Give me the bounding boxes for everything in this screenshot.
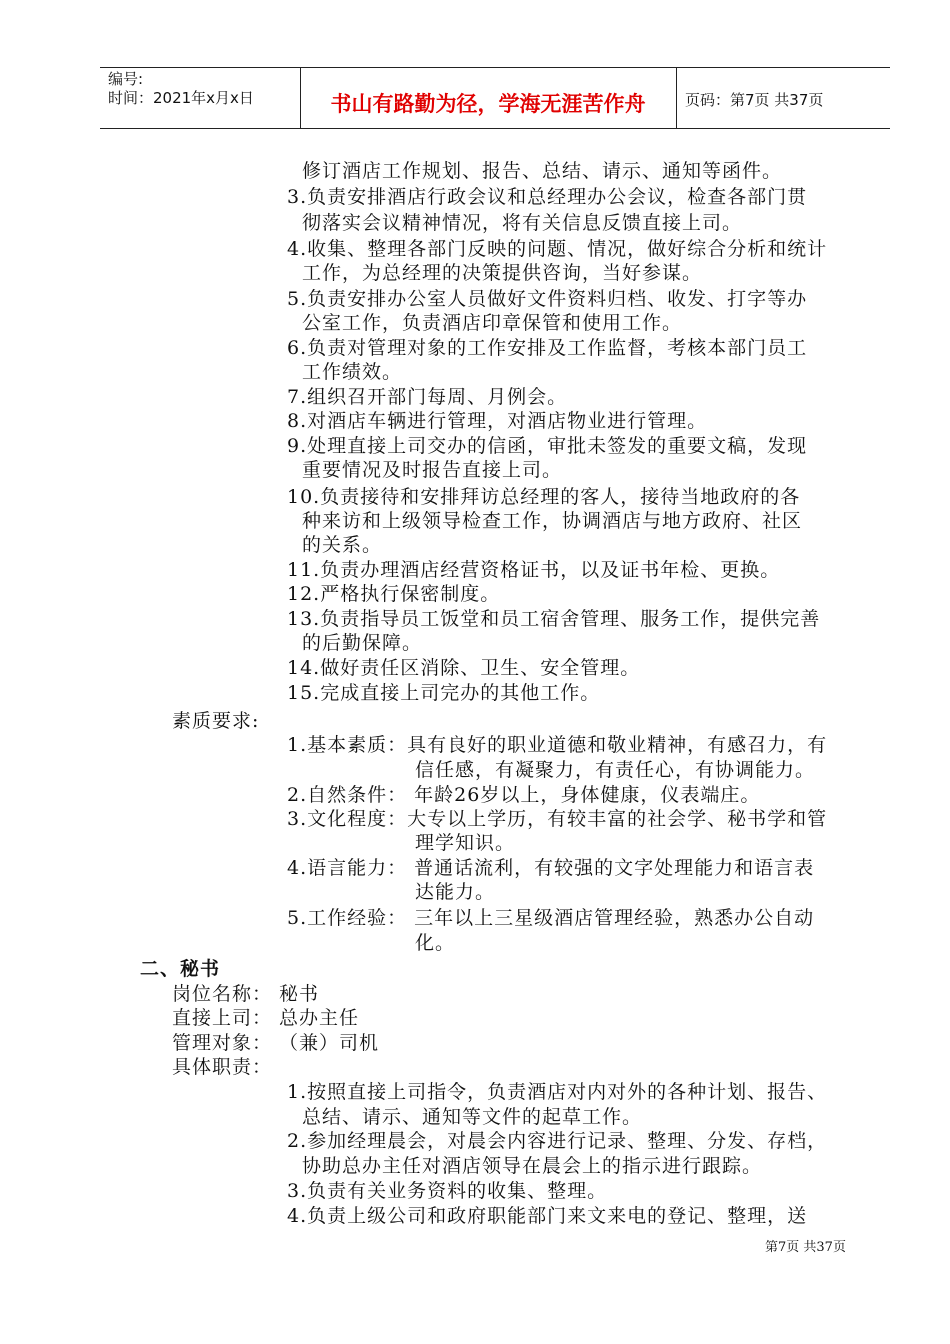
- header-divider: [300, 67, 301, 128]
- header-bottom-rule: [100, 128, 890, 129]
- header-divider: [676, 67, 677, 128]
- duty-line: 工作绩效。: [302, 361, 403, 383]
- document-number-label: 编号:: [108, 70, 144, 88]
- duty-line: 13.负责指导员工饭堂和员工宿舍管理、服务工作，提供完善: [287, 608, 821, 630]
- quality-line: 理学知识。: [415, 832, 516, 854]
- duty-line: 修订酒店工作规划、报告、总结、请示、通知等函件。: [302, 160, 783, 182]
- duty-line: 2.参加经理晨会，对晨会内容进行记录、整理、分发、存档，: [287, 1130, 828, 1152]
- duty-line: 4.收集、整理各部门反映的问题、情况，做好综合分析和统计: [287, 238, 828, 260]
- quality-line: 5.工作经验： 三年以上三星级酒店管理经验，熟悉办公自动: [287, 907, 815, 929]
- quality-line: 化。: [415, 932, 456, 954]
- duty-line: 6.负责对管理对象的工作安排及工作监督，考核本部门员工: [287, 337, 808, 359]
- duty-line: 7.组织召开部门每周、月例会。: [287, 386, 568, 408]
- header-meta: [108, 70, 254, 108]
- page-footer: 第7页 共37页: [765, 1240, 846, 1255]
- duty-line: 9.处理直接上司交办的信函，审批未签发的重要文稿，发现: [287, 435, 808, 457]
- duty-line: 工作，为总经理的决策提供咨询，当好参谋。: [302, 262, 703, 284]
- quality-line: 1.基本素质：具有良好的职业道德和敬业精神，有感召力，有: [287, 734, 828, 756]
- duty-line: 11.负责办理酒店经营资格证书，以及证书年检、更换。: [287, 559, 781, 581]
- duty-line: 的后勤保障。: [302, 632, 423, 654]
- document-time: 时间：2021年x月x日: [108, 89, 254, 107]
- duty-line: 重要情况及时报告直接上司。: [302, 459, 563, 481]
- field-line: 岗位名称： 秘书: [172, 983, 320, 1005]
- quality-line: 达能力。: [415, 881, 496, 903]
- duty-line: 种来访和上级领导检查工作，协调酒店与地方政府、社区: [302, 510, 803, 532]
- duty-line: 协助总办主任对酒店领导在晨会上的指示进行跟踪。: [302, 1155, 763, 1177]
- field-line: 管理对象： （兼）司机: [172, 1032, 380, 1054]
- quality-line: 信任感，有凝聚力，有责任心，有协调能力。: [415, 759, 816, 781]
- quality-line: 3.文化程度：大专以上学历，有较丰富的社会学、秘书学和管: [287, 808, 828, 830]
- duty-line: 15.完成直接上司完办的其他工作。: [287, 682, 601, 704]
- duty-line: 彻落实会议精神情况，将有关信息反馈直接上司。: [302, 212, 743, 234]
- duty-line: 14.做好责任区消除、卫生、安全管理。: [287, 657, 641, 679]
- header-page-info: 页码：第7页 共37页: [685, 91, 824, 109]
- duty-line: 4.负责上级公司和政府职能部门来文来电的登记、整理，送: [287, 1205, 808, 1227]
- quality-line: 4.语言能力： 普通话流利，有较强的文字处理能力和语言表: [287, 857, 815, 879]
- quality-line: 2.自然条件： 年龄26岁以上，身体健康，仪表端庄。: [287, 784, 761, 806]
- duty-line: 1.按照直接上司指令，负责酒店对内对外的各种计划、报告、: [287, 1081, 828, 1103]
- duty-line: 公室工作，负责酒店印章保管和使用工作。: [302, 312, 683, 334]
- duty-line: 总结、请示、通知等文件的起草工作。: [302, 1106, 643, 1128]
- quality-label: 素质要求:: [172, 710, 260, 732]
- duty-line: 8.对酒店车辆进行管理，对酒店物业进行管理。: [287, 410, 708, 432]
- duty-line: 10.负责接待和安排拜访总经理的客人，接待当地政府的各: [287, 486, 801, 508]
- duty-line: 12.严格执行保密制度。: [287, 583, 501, 605]
- header-top-rule: [100, 67, 890, 68]
- section-heading: 二、秘书: [140, 958, 221, 980]
- duty-line: 5.负责安排办公室人员做好文件资料归档、收发、打字等办: [287, 288, 808, 310]
- field-line: 具体职责：: [172, 1056, 273, 1078]
- duty-line: 的关系。: [302, 534, 383, 556]
- field-line: 直接上司： 总办主任: [172, 1007, 360, 1029]
- header-motto: 书山有路勤为径，学海无涯苦作舟: [330, 92, 646, 116]
- duty-line: 3.负责安排酒店行政会议和总经理办公会议，检查各部门贯: [287, 186, 808, 208]
- duty-line: 3.负责有关业务资料的收集、整理。: [287, 1180, 608, 1202]
